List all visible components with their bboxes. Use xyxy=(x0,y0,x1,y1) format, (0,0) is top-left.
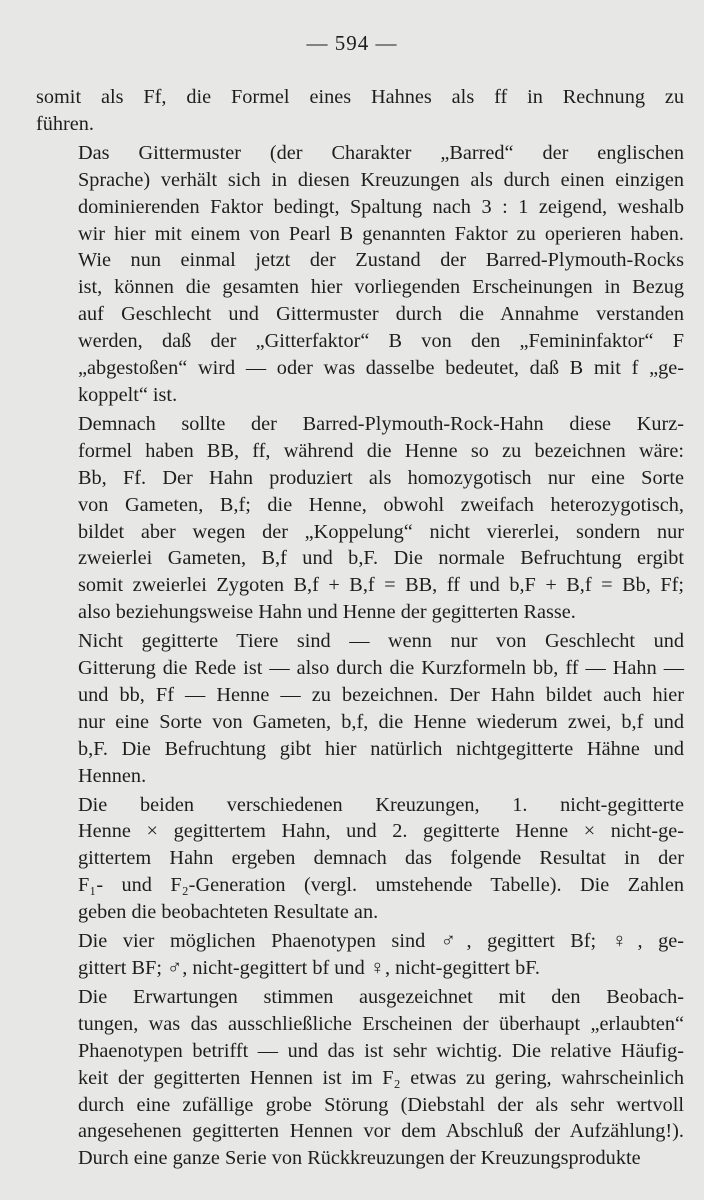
text-line: Gitterung die Rede ist — also durch die Kurzformeln bb, ff — Hahn — xyxy=(78,657,684,680)
text-line: Henne × gegittertem Hahn, und 2. gegitterte Henne × nicht-ge- xyxy=(78,820,684,843)
text-line: somit zweierlei Zygoten B,f + B,f = BB, ff und b,F + B,f = Bb, Ff; xyxy=(78,574,684,597)
paragraph xyxy=(36,84,684,138)
text-line: angesehenen gegitterten Hennen vor dem Abschluß der Aufzählung!). xyxy=(78,1120,684,1143)
text-line: durch eine zufällige grobe Störung (Diebstahl der als sehr wertvoll xyxy=(78,1093,684,1116)
text-line: bildet aber wegen der „Koppelung“ nicht viererlei, sondern nur xyxy=(78,520,684,543)
text-line: Die vier möglichen Phaenotypen sind ♂, gegittert Bf; ♀, ge- xyxy=(78,930,684,953)
text-line: Wie nun einmal jetzt der Zustand der Barred-Plymouth-Rocks xyxy=(78,249,684,272)
text-line: Sprache) verhält sich in diesen Kreuzungen als durch einen einzigen xyxy=(78,168,684,191)
text-line: Nicht gegitterte Tiere sind — wenn nur von Geschlecht und xyxy=(78,630,684,653)
page-number: — 594 — xyxy=(306,31,398,55)
text-line: geben die beobachteten Resultate an. xyxy=(78,901,379,924)
paragraph xyxy=(36,628,684,789)
text-line: b,F. Die Befruchtung gibt hier natürlich nichtgegitterte Hähne und xyxy=(78,737,684,760)
body-text xyxy=(36,84,684,1172)
text-line: auf Geschlecht und Gittermuster durch die Annahme verstanden xyxy=(78,303,684,326)
text-line: zweierlei Gameten, B,f und b,F. Die normale Befruchtung ergibt xyxy=(78,547,684,570)
text-line: somit als Ff, die Formel eines Hahnes als ff in Rechnung zu xyxy=(36,86,684,108)
text-line: wir hier mit einem von Pearl B genannten Faktor zu operieren haben. xyxy=(78,222,684,245)
paragraph xyxy=(36,792,684,927)
text-line: formel haben BB, ff, während die Henne so zu bezeichnen wäre: xyxy=(78,439,684,462)
text-line: Phaenotypen betrifft — und das ist sehr wichtig. Die relative Häufig- xyxy=(78,1039,684,1062)
text-line: „abgestoßen“ wird — oder was dasselbe bedeutet, daß B mit f „ge- xyxy=(78,357,684,380)
text-line: gittert BF; ♂, nicht-gegittert bf und ♀, nicht-gegittert bF. xyxy=(78,957,540,979)
text-line: Bb, Ff. Der Hahn produziert als homozygotisch nur eine Sorte xyxy=(78,466,684,489)
text-line: dominierenden Faktor bedingt, Spaltung nach 3 : 1 zeigend, weshalb xyxy=(78,195,684,218)
text-line: nur eine Sorte von Gameten, b,f, die Henne wiederum zwei, b,f und xyxy=(78,710,684,733)
text-line: ist, können die gesamten hier vorliegenden Erscheinungen in Bezug xyxy=(78,276,684,299)
paragraph xyxy=(36,140,684,409)
paragraph xyxy=(36,411,684,626)
paragraph xyxy=(36,984,684,1172)
text-line: also beziehungsweise Hahn und Henne der gegitterten Rasse. xyxy=(78,601,576,624)
text-line: Das Gittermuster (der Charakter „Barred“ der englischen xyxy=(78,141,684,164)
text-line: und bb, Ff — Henne — zu bezeichnen. Der Hahn bildet auch hier xyxy=(78,683,684,706)
text-line: F₁- und F₂-Generation (vergl. umstehende Tabelle). Die Zahlen xyxy=(78,874,684,897)
text-line: von Gameten, B,f; die Henne, obwohl zweifach heterozygotisch, xyxy=(78,493,684,516)
text-line: Durch eine ganze Serie von Rückkreuzungen der Kreuzungsprodukte xyxy=(78,1147,641,1170)
text-line: koppelt“ ist. xyxy=(78,383,178,406)
text-line: werden, daß der „Gitterfaktor“ B von den „Femininfaktor“ F xyxy=(78,330,684,353)
paragraph xyxy=(36,928,684,982)
text-line: Die beiden verschiedenen Kreuzungen, 1. nicht-gegitterte xyxy=(78,793,684,816)
text-line: gittertem Hahn ergeben demnach das folgende Resultat in der xyxy=(78,847,684,870)
text-line: keit der gegitterten Hennen ist im F₂ etwas zu gering, wahrscheinlich xyxy=(78,1066,684,1089)
text-line: führen. xyxy=(36,112,95,135)
text-line: Die Erwartungen stimmen ausgezeichnet mit den Beobach- xyxy=(78,985,684,1008)
text-line: tungen, was das ausschließliche Erscheinen der überhaupt „erlaubten“ xyxy=(78,1012,684,1035)
text-line: Hennen. xyxy=(78,764,147,787)
text-line: Demnach sollte der Barred-Plymouth-Rock-Hahn diese Kurz- xyxy=(78,412,684,435)
